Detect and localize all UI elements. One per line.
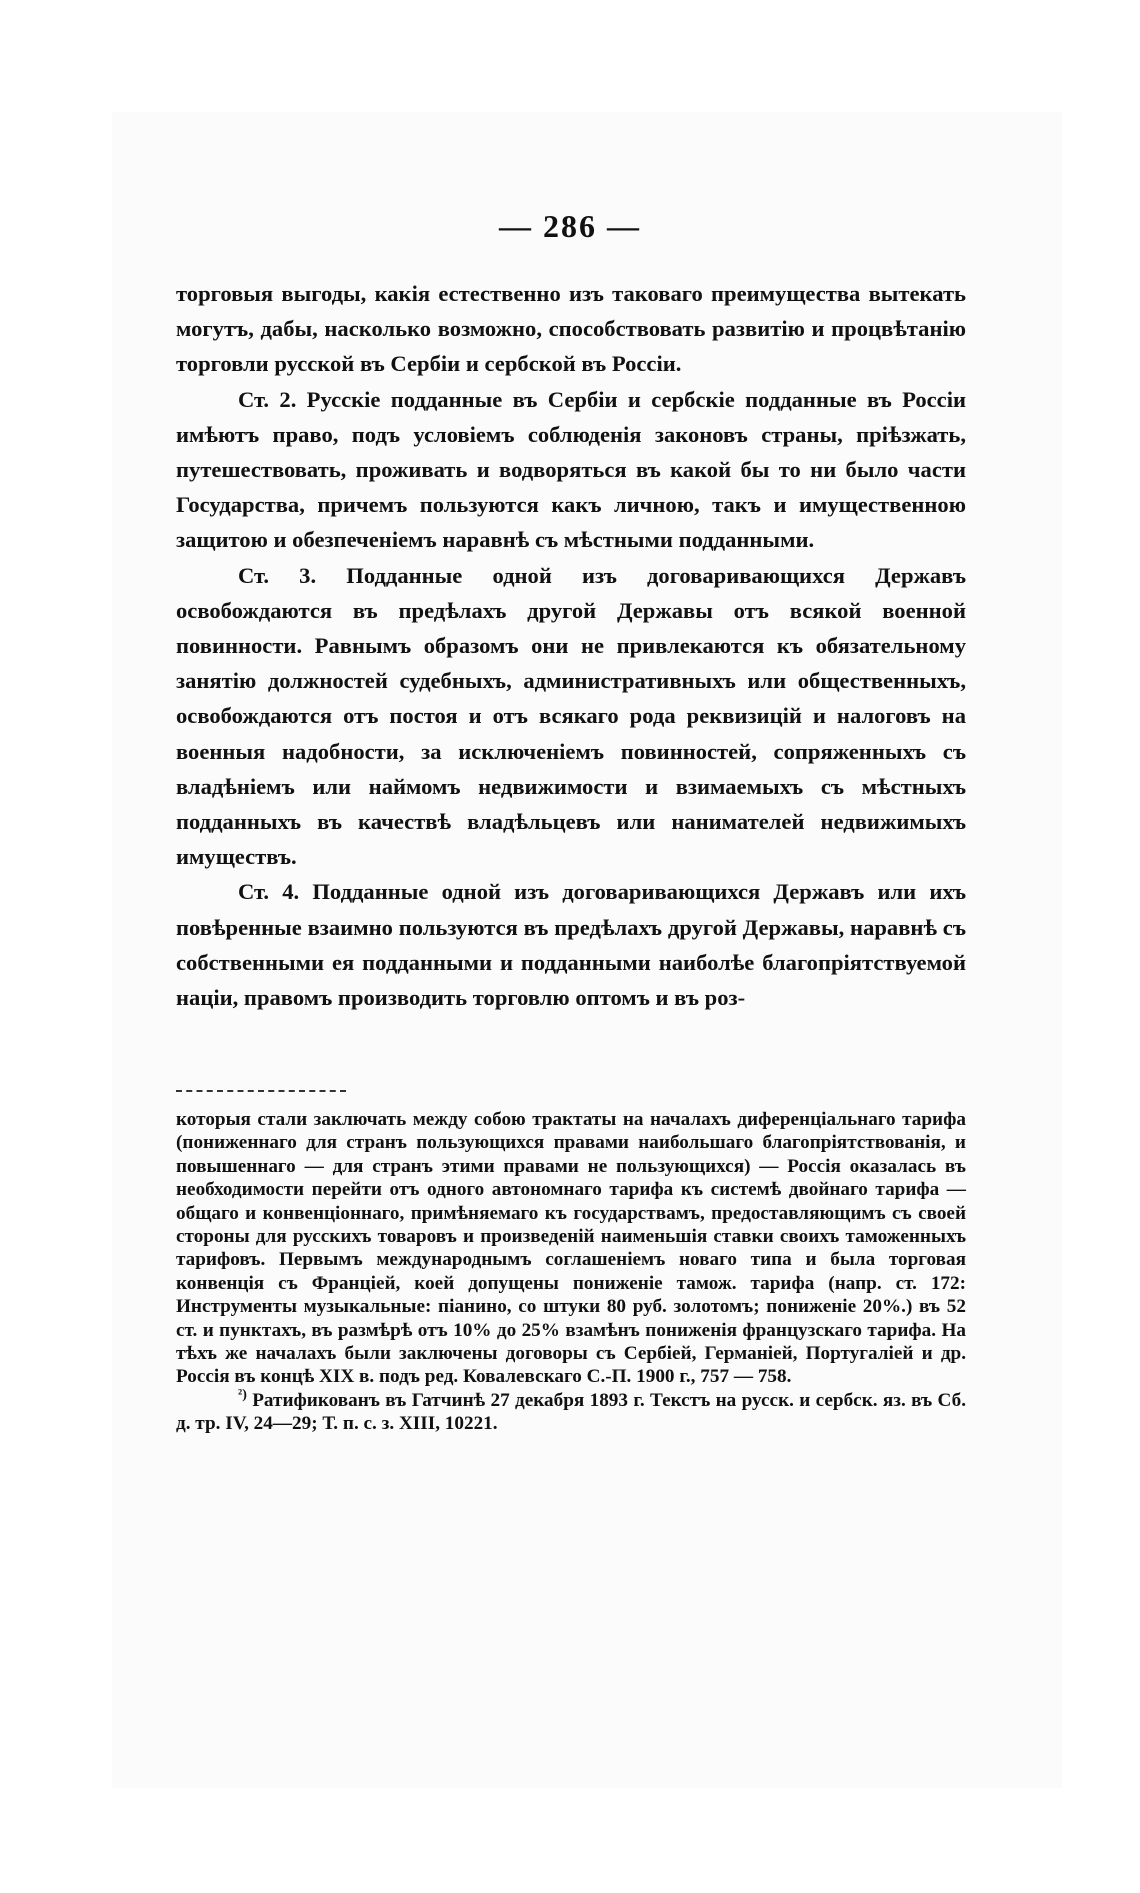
footnote-continuation: которыя стали заключать между собою трактаты на началахъ диференціальнаго тарифа (пониженнаго для странъ пользующихся правами наибольшаго благопріятствованія, и повышеннаго — для странъ этими правами не пользующихся) — Россія оказалась въ необходимости перейти отъ одного автономнаго тарифа къ системѣ двойнаго тарифа — общаго и конвенціоннаго, примѣняемаго къ государствамъ, предоставляющимъ съ своей стороны для русскихъ товаровъ и произведеній наименьшія ставки своихъ таможенныхъ тарифовъ. Первымъ международнымъ соглашеніемъ новаго типа и была торговая конвенція съ Франціей, коей допущены пониженіе тамож. тарифа (напр. ст. 172: Инструменты музыкальные: піанино, со штуки 80 руб. золотомъ; пониженіе 20%.) въ 52 ст. и пунктахъ, въ размѣрѣ отъ 10% до 25% взамѣнъ пониженія французскаго тарифа. На тѣхъ же началахъ были заключены договоры съ Сербіей, Германіей, Португаліей и др. Россія въ концѣ XIX в. подъ ред. Ковалевскаго С.-П. 1900 г., 757 — 758. [176,1109,966,1388]
paragraph-article-3: Ст. 3. Подданные одной изъ договаривающихся Державъ освобождаются въ предѣлахъ другой Державы отъ всякой военной повинности. Равнымъ образомъ они не привлекаются къ обязательному занятію должностей судебныхъ, административныхъ или общественныхъ, освобождаются отъ постоя и отъ всякаго рода реквизицій и налоговъ на военныя надобности, за исключеніемъ повинностей, сопряженныхъ съ владѣніемъ или наймомъ недвижимости и взимаемыхъ съ мѣстныхъ подданныхъ въ качествѣ владѣльцевъ или нанимателей недвижимыхъ имуществъ. [176,562,966,870]
paragraph-article-4: Ст. 4. Подданные одной изъ договаривающихся Державъ или ихъ повѣренные взаимно пользуются въ предѣлахъ другой Державы, наравнѣ съ собственными ея подданными и подданными наиболѣе благопріятствуемой націи, правомъ производить торговлю оптомъ и въ роз- [176,879,966,1011]
footnote-2 [176,1389,966,1436]
footnote-divider [176,1090,346,1092]
footnote-2-text: Ратификованъ въ Гатчинѣ 27 декабря 1893 г. Текстъ на русск. и сербск. яз. въ Сб. д. тр. IV, 24—29; Т. п. с. з. XIII, 10221. [176,1389,967,1435]
footnotes [176,1108,966,1436]
paragraph-article-2: Ст. 2. Русскіе подданные въ Сербіи и сербскіе подданные въ Россіи имѣютъ право, подъ условіемъ соблюденія законовъ страны, пріѣзжать, путешествовать, проживать и водворяться въ какой бы то ни было части Государства, причемъ пользуются какъ личною, такъ и имущественною защитою и обезпеченіемъ наравнѣ съ мѣстными подданными. [176,386,966,553]
main-text [176,276,966,1015]
page-number: — 286 — [499,208,641,244]
paragraph-continuation: торговыя выгоды, какія естественно изъ таковаго преимущества вытекать могутъ, дабы, насколько возможно, способствовать развитію и процвѣтанію торговли русской въ Сербіи и сербской въ Россіи. [176,281,966,377]
footnote-2-marker: ²) [238,1387,247,1403]
